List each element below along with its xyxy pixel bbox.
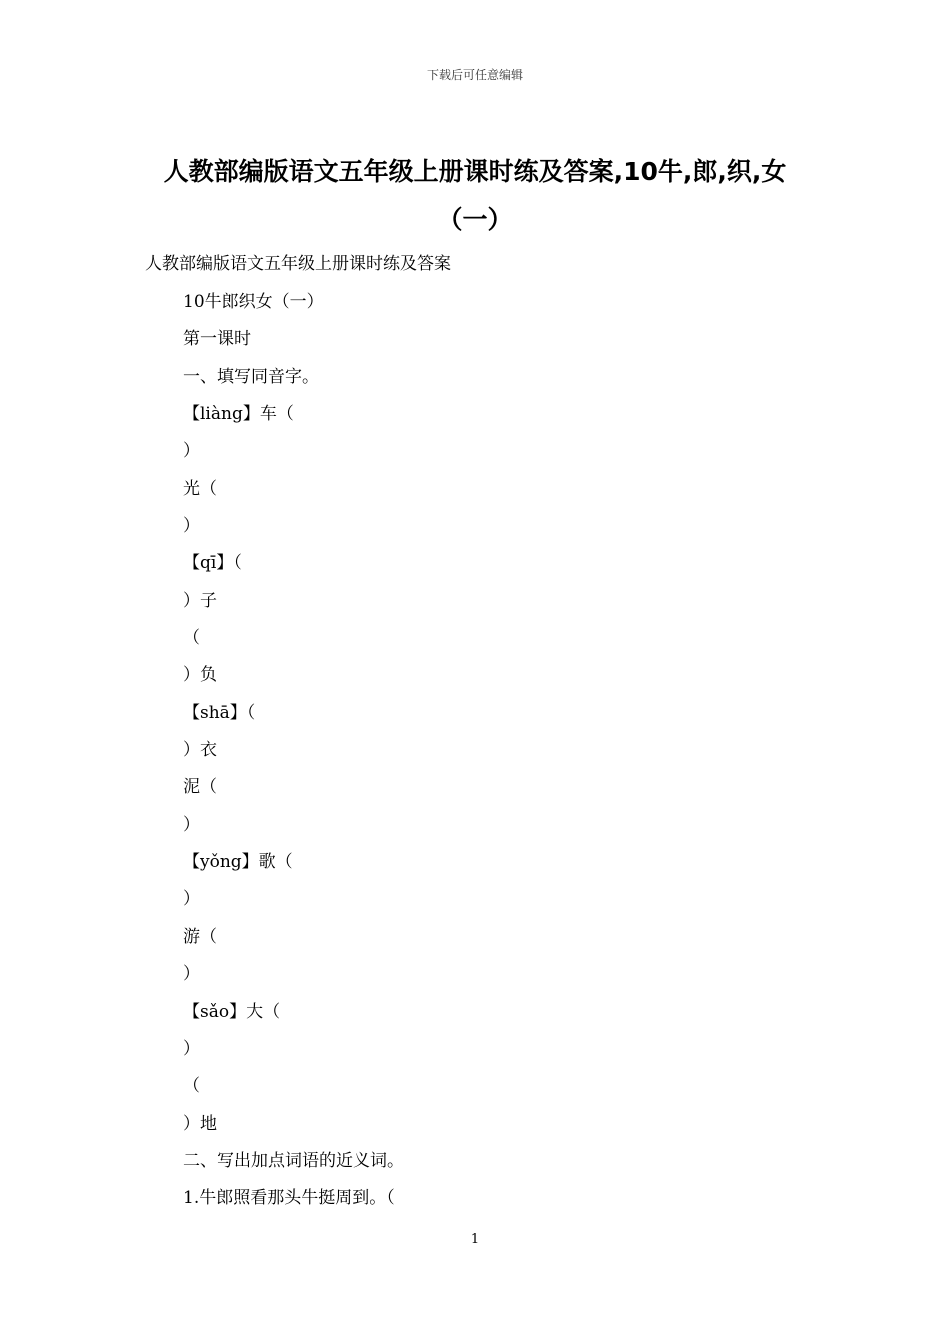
document-title-line-2: （一） — [437, 205, 513, 234]
exercise-line: （ — [183, 628, 200, 648]
section-two-heading: 二、写出加点词语的近义词。 — [183, 1151, 404, 1171]
exercise-line: ） — [183, 1039, 200, 1059]
page-number: 1 — [470, 1232, 480, 1247]
section-one-heading: 一、填写同音字。 — [183, 367, 319, 387]
exercise-line: （ — [183, 1076, 200, 1096]
exercise-line: 【sǎo】大（ — [183, 1002, 281, 1022]
lesson-period: 第一课时 — [183, 329, 251, 349]
document-title-line-1: 人教部编版语文五年级上册课时练及答案,10牛,郎,织,女 — [163, 157, 787, 186]
header-note: 下载后可任意编辑 — [426, 68, 523, 82]
intro-line: 人教部编版语文五年级上册课时练及答案 — [145, 254, 451, 274]
exercise-line: 【qī】（ — [183, 553, 242, 573]
exercise-line: 游（ — [183, 927, 217, 947]
exercise-line: ） — [183, 889, 200, 909]
exercise-line: 【shā】（ — [183, 703, 256, 723]
exercise-line: ）子 — [183, 591, 217, 611]
lesson-title: 10牛郎织女（一） — [183, 292, 324, 312]
exercise-line: ）负 — [183, 665, 217, 685]
exercise-line: ）地 — [183, 1114, 217, 1134]
exercise-line: 光（ — [183, 479, 217, 499]
exercise-line: ） — [183, 964, 200, 984]
exercise-line: 1.牛郎照看那头牛挺周到。（ — [183, 1188, 395, 1208]
exercise-line: 【yǒng】歌（ — [183, 852, 293, 872]
exercise-line: 【liàng】车（ — [183, 404, 294, 424]
exercise-line: ） — [183, 441, 200, 461]
exercise-line: ）衣 — [183, 740, 217, 760]
exercise-line: 泥（ — [183, 777, 217, 797]
exercise-line: ） — [183, 516, 200, 536]
exercise-line: ） — [183, 815, 200, 835]
